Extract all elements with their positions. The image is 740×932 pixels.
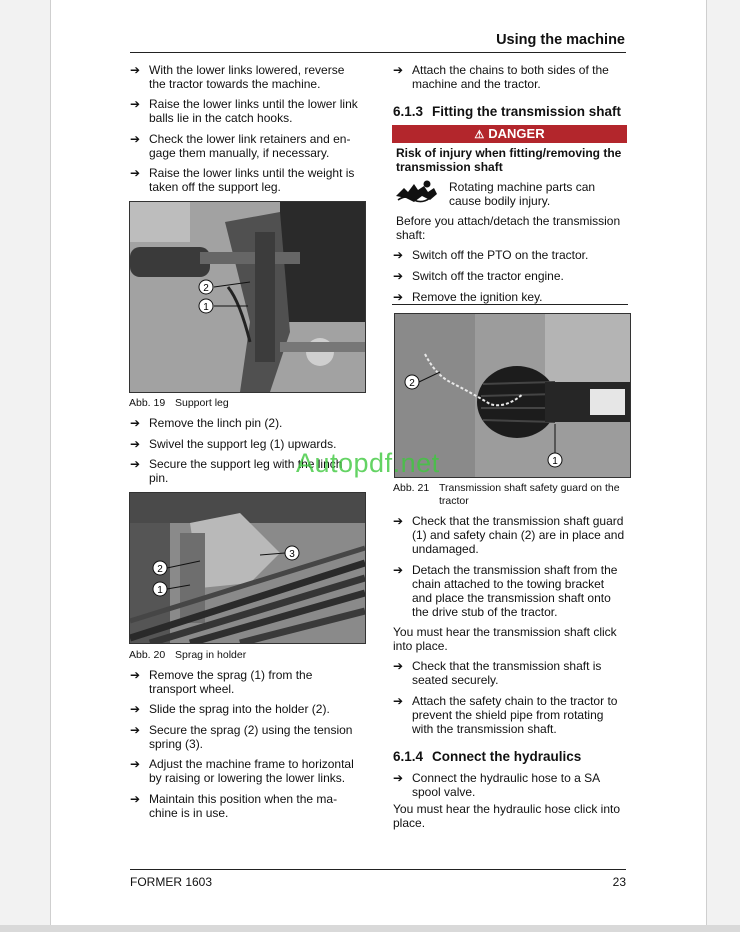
- step-text: Swivel the support leg (1) upwards.: [149, 437, 337, 451]
- step-text: With the lower links lowered, reverse the tractor towards the machine.: [149, 63, 345, 91]
- step-text: Maintain this position when the ma-chine is in use.: [149, 792, 338, 820]
- header-rule: [130, 52, 626, 53]
- page-header-title: Using the machine: [496, 32, 625, 48]
- watermark-text: Autopdf.net: [296, 448, 440, 478]
- step-text: Attach the safety chain to the tractor to prevent the shield pipe from rotating with the transmission shaft.: [412, 694, 618, 736]
- figure-number: Abb. 20: [129, 649, 166, 661]
- danger-end-rule: [392, 304, 628, 305]
- arrow-icon: ➔: [393, 514, 404, 528]
- step-text: Check the lower link retainers and en-gage them manually, if necessary.: [149, 132, 351, 160]
- document-page: [51, 0, 706, 925]
- callout-1-label: 1: [157, 585, 163, 596]
- figure-21-caption: [393, 482, 628, 508]
- step-text: Switch off the PTO on the tractor.: [412, 248, 589, 262]
- section-number: 6.1.4: [393, 749, 424, 764]
- arrow-icon: ➔: [130, 97, 141, 111]
- step-text: Secure the support leg with the linch pin.: [149, 457, 343, 485]
- callout-3-label: 3: [289, 549, 295, 560]
- callout-1-label: 1: [203, 302, 209, 313]
- section-heading-6-1-3: [393, 104, 628, 119]
- step-text: Adjust the machine frame to horizontal by raising or lowering the lower links.: [149, 757, 354, 785]
- viewer-left-margin: [0, 0, 51, 932]
- page-number: 23: [612, 875, 626, 889]
- step-text: Raise the lower links until the weight is taken off the support leg.: [149, 166, 355, 194]
- step-text: Raise the lower links until the lower link balls lie in the catch hooks.: [149, 97, 358, 125]
- figure-19-caption: [129, 397, 364, 410]
- step-text: Check that the transmission shaft guard (1) and safety chain (2) are in place and undamaged.: [412, 514, 625, 556]
- viewer-right-margin: [706, 0, 740, 932]
- step-text: Secure the sprag (2) using the tension spring (3).: [149, 723, 353, 751]
- step-text: Detach the transmission shaft from the chain attached to the towing bracket and place the transmission shaft onto the drive stub of the tractor.: [412, 563, 618, 619]
- arrow-icon: ➔: [130, 416, 141, 430]
- warning-triangle-icon: ⚠: [474, 129, 485, 141]
- rotating-parts-hazard-icon: [394, 178, 439, 204]
- step-text: Connect the hydraulic hose to a SA spool valve.: [412, 771, 600, 799]
- arrow-icon: ➔: [130, 166, 141, 180]
- arrow-icon: ➔: [393, 659, 404, 673]
- step-text: Slide the sprag into the holder (2).: [149, 702, 330, 716]
- step-text: Attach the chains to both sides of the machine and the tractor.: [412, 63, 609, 91]
- figure-20-caption: [129, 649, 364, 662]
- step-text: Remove the ignition key.: [412, 290, 543, 304]
- arrow-icon: ➔: [130, 702, 141, 716]
- arrow-icon: ➔: [393, 563, 404, 577]
- footer-model: FORMER 1603: [130, 875, 213, 889]
- arrow-icon: ➔: [130, 668, 141, 682]
- arrow-icon: ➔: [130, 63, 141, 77]
- step-text: Check that the transmission shaft is seated securely.: [412, 659, 602, 687]
- section-number: 6.1.3: [393, 104, 424, 119]
- note-click-in-place: You must hear the transmission shaft click into place.: [393, 625, 617, 653]
- arrow-icon: ➔: [393, 771, 404, 785]
- hazard-description: Rotating machine parts can cause bodily injury.: [449, 180, 596, 208]
- section-heading-6-1-4: [393, 749, 628, 764]
- figure-caption-text: Transmission shaft safety guard on the tractor: [439, 482, 620, 507]
- step-text: Remove the linch pin (2).: [149, 416, 283, 430]
- arrow-icon: ➔: [393, 269, 404, 283]
- arrow-icon: ➔: [130, 437, 141, 451]
- arrow-icon: ➔: [393, 63, 404, 77]
- arrow-icon: ➔: [393, 248, 404, 262]
- danger-label: DANGER: [488, 126, 545, 141]
- arrow-icon: ➔: [130, 723, 141, 737]
- callout-2-label: 2: [157, 564, 163, 575]
- callout-2-label: 2: [409, 378, 415, 389]
- figure-number: Abb. 19: [129, 397, 166, 409]
- viewer-bottom-scroll-strip[interactable]: [0, 925, 740, 932]
- danger-heading: Risk of injury when fitting/removing the transmission shaft: [396, 146, 622, 174]
- section-title: Connect the hydraulics: [432, 749, 582, 764]
- callout-1-label: 1: [552, 456, 558, 467]
- figure-caption-text: Sprag in holder: [175, 649, 247, 661]
- arrow-icon: ➔: [130, 792, 141, 806]
- figure-number: Abb. 21: [393, 482, 430, 494]
- arrow-icon: ➔: [393, 290, 404, 304]
- arrow-icon: ➔: [130, 132, 141, 146]
- arrow-icon: ➔: [393, 694, 404, 708]
- arrow-icon: ➔: [130, 457, 141, 471]
- arrow-icon: ➔: [130, 757, 141, 771]
- danger-banner: [392, 125, 627, 143]
- callout-2-label: 2: [203, 283, 209, 294]
- footer-rule: [130, 869, 626, 870]
- step-text: Remove the sprag (1) from the transport wheel.: [149, 668, 313, 696]
- note-hydraulic-click: You must hear the hydraulic hose click into place.: [393, 802, 621, 830]
- step-text: Switch off the tractor engine.: [412, 269, 564, 283]
- danger-intro: Before you attach/detach the transmission shaft:: [396, 214, 621, 242]
- section-title: Fitting the transmission shaft: [432, 104, 622, 119]
- figure-20-photo: [129, 492, 366, 644]
- figure-19-photo: [129, 201, 366, 393]
- figure-caption-text: Support leg: [175, 397, 229, 409]
